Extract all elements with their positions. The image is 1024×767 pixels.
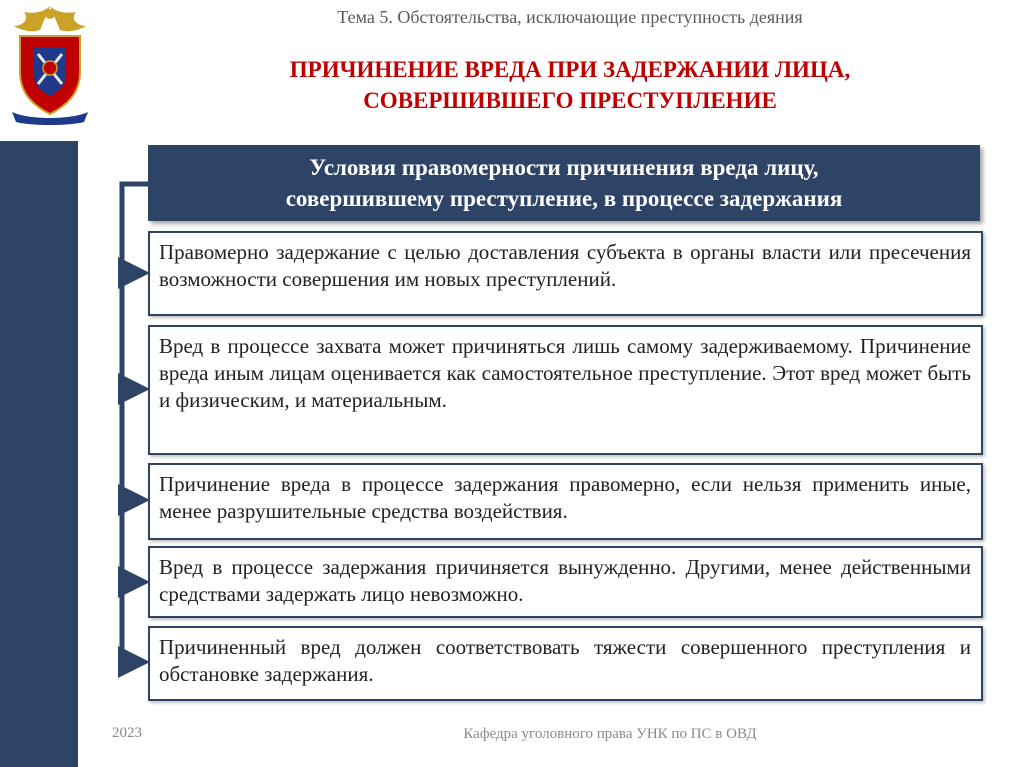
condition-box-2: Вред в процессе захвата может причиняться лишь самому задерживаемому. Причинение вреда иным лицам оценивается как самостоятельное преступление. Этот вред может быть и физическим, и материальным. [148, 325, 983, 455]
condition-box-4: Вред в процессе задержания причиняется вынужденно. Другими, менее действенными средствами задержать лицо невозможно. [148, 546, 983, 618]
conditions-heading-box [148, 145, 980, 221]
topic-subtitle: Тема 5. Обстоятельства, исключающие преступность деяния [337, 7, 803, 27]
footer-department: Кафедра уголовного права УНК по ПС в ОВД [463, 726, 757, 742]
slide-title-line1: ПРИЧИНЕНИЕ ВРЕДА ПРИ ЗАДЕРЖАНИИ ЛИЦА, [289, 57, 851, 82]
condition-box-1: Правомерно задержание с целью доставления субъекта в органы власти или пресечения возможности совершения им новых преступлений. [148, 231, 983, 316]
conditions-heading-line2: совершившему преступление, в процессе задержания [285, 186, 843, 211]
footer-year: 2023 [112, 725, 142, 741]
bracket-connector [0, 0, 160, 700]
slide-title-line2: СОВЕРШИВШЕГО ПРЕСТУПЛЕНИЕ [363, 88, 777, 113]
condition-box-3: Причинение вреда в процессе задержания правомерно, если нельзя применить иные, менее разрушительные средства воздействия. [148, 463, 983, 540]
conditions-heading-line1: Условия правомерности причинения вреда лицу, [309, 155, 819, 180]
condition-box-5: Причиненный вред должен соответствовать тяжести совершенного преступления и обстановке задержания. [148, 626, 983, 701]
slide-title [180, 54, 960, 116]
